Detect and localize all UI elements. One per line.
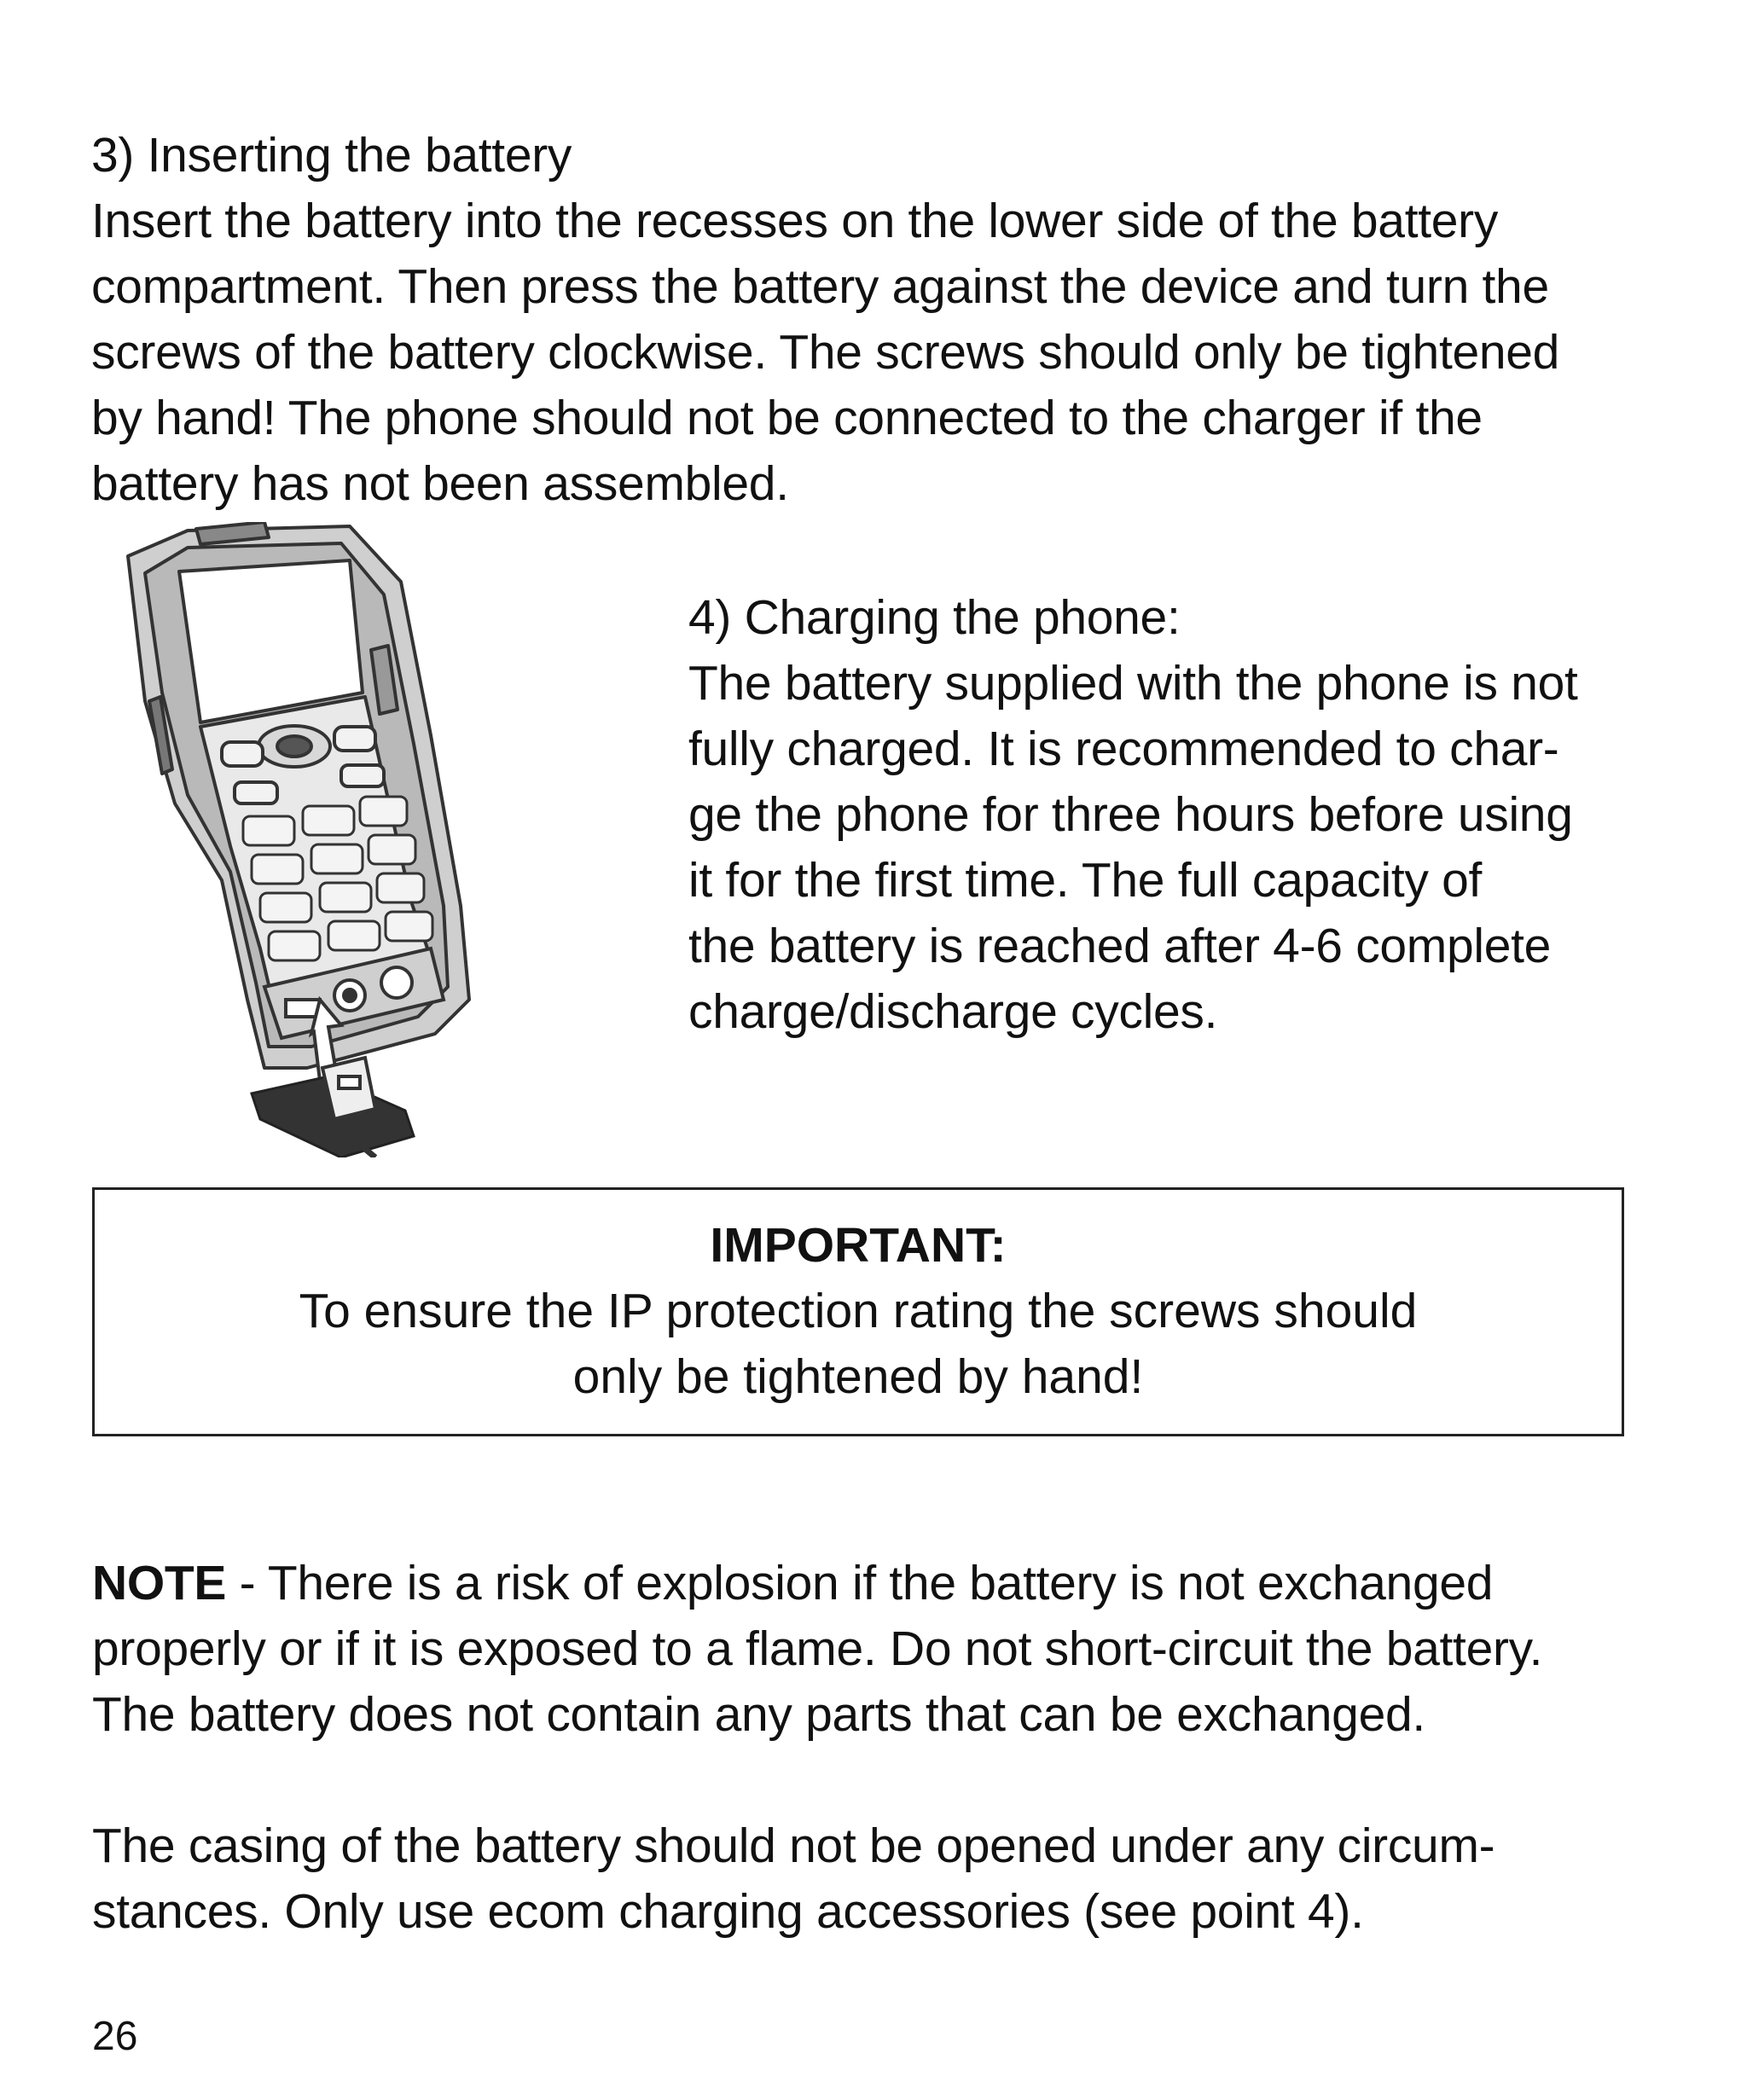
casing-paragraph <box>92 1813 1679 1945</box>
important-line: To ensure the IP protection rating the screws should <box>299 1284 1418 1338</box>
paragraph-line: by hand! The phone should not be connected to the charger if the <box>91 391 1483 445</box>
note-first-line <box>92 1551 1679 1616</box>
section-inserting-battery <box>91 123 1678 517</box>
paragraph-line: it for the first time. The full capacity of <box>688 853 1483 908</box>
paragraph-line: fully charged. It is recommended to char- <box>688 722 1559 776</box>
paragraph-line: The casing of the battery should not be opened under any circum- <box>92 1819 1495 1873</box>
important-line: only be tightened by hand! <box>572 1349 1144 1404</box>
paragraph-line: screws of the battery clockwise. The screws should only be tightened <box>91 325 1560 380</box>
paragraph-line: battery has not been assembled. <box>91 456 789 511</box>
paragraph-line: The battery does not contain any parts that can be exchanged. <box>92 1687 1425 1742</box>
note-first-line-text: - There is a risk of explosion if the battery is not exchanged <box>226 1556 1494 1610</box>
paragraph-line: ge the phone for three hours before using <box>688 787 1573 842</box>
paragraph-line: charge/discharge cycles. <box>688 984 1218 1039</box>
page-number: 26 <box>92 2014 138 2059</box>
important-notice-box <box>92 1187 1624 1436</box>
paragraph-line: Insert the battery into the recesses on the lower side of the battery <box>91 194 1499 248</box>
note-paragraph <box>92 1551 1679 1748</box>
important-heading: IMPORTANT: <box>710 1218 1007 1273</box>
note-label: NOTE <box>92 1556 227 1610</box>
paragraph-line: stances. Only use ecom charging accessories (see point 4). <box>92 1884 1364 1939</box>
paragraph-line: properly or if it is exposed to a flame. Do not short-circuit the battery. <box>92 1621 1543 1676</box>
section-heading: 3) Inserting the battery <box>91 128 572 183</box>
paragraph-line: the battery is reached after 4-6 complete <box>688 919 1552 973</box>
phone-charging-illustration <box>94 522 589 1157</box>
paragraph-line: The battery supplied with the phone is not <box>688 656 1578 711</box>
section-charging-phone <box>688 585 1669 1045</box>
paragraph-line: compartment. Then press the battery against the device and turn the <box>91 259 1549 314</box>
section-heading: 4) Charging the phone: <box>688 590 1181 645</box>
